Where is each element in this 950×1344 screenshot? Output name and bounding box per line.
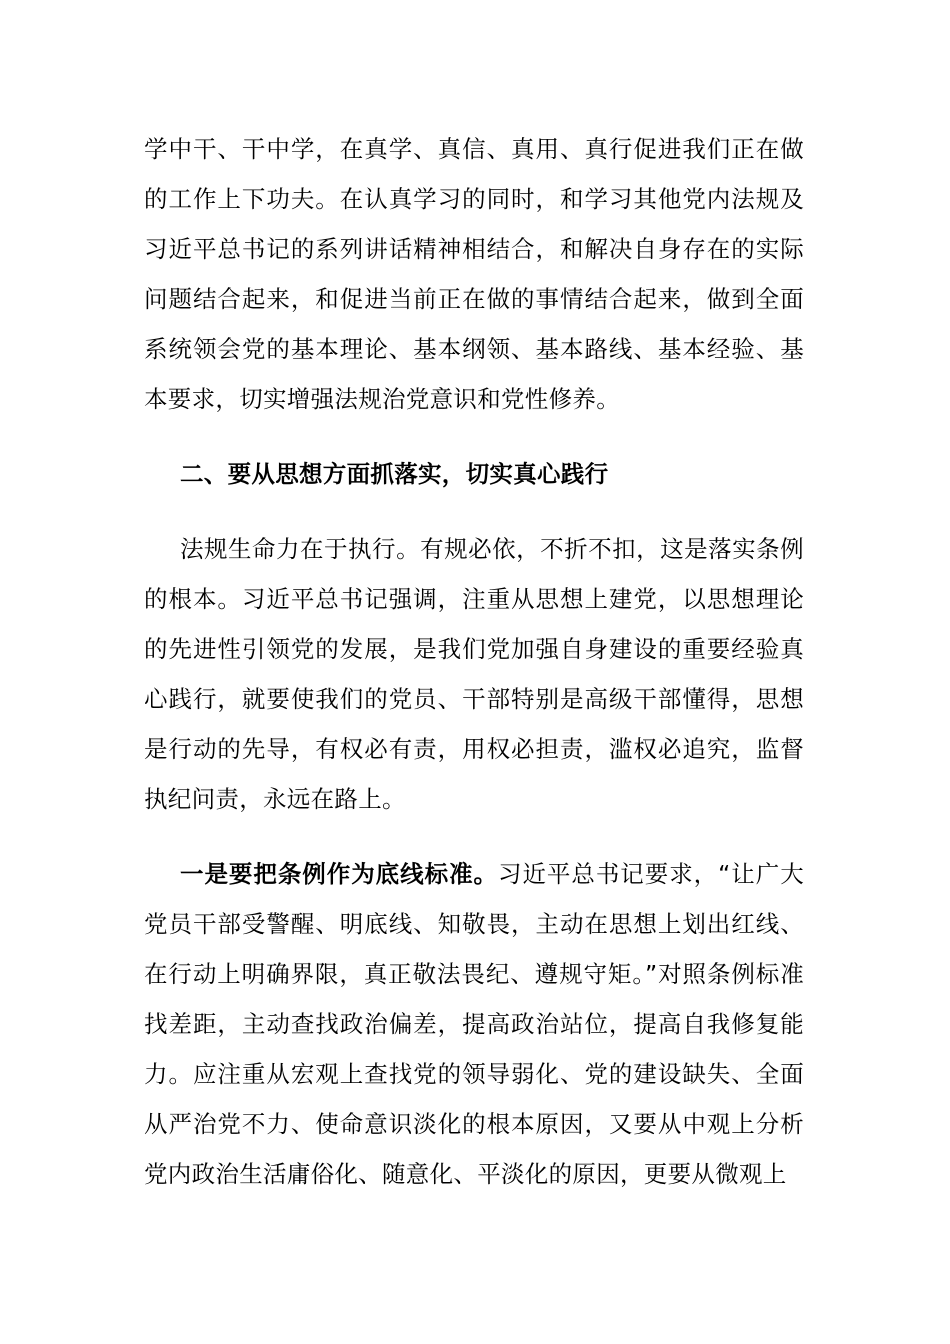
paragraph-3 xyxy=(144,849,804,1199)
paragraph-2: 法规生命力在于执行。有规必依，不折不扣，这是落实条例的根本。习近平总书记强调，注重从思想上建党，以思想理论的先进性引领党的发展，是我们党加强自身建设的重要经验真心践行，就要使我们的党员、干部特别是高级干部懂得，思想是行动的先导，有权必有责，用权必担责，滥权必追究，监督执纪问责，永远在路上。 xyxy=(144,535,804,813)
paragraph-3-body: 习近平总书记要求，“让广大党员干部受警醒、明底线、知敬畏，主动在思想上划出红线、在行动上明确界限，真正敬法畏纪、遵规守矩。”对照条例标准找差距，主动查找政治偏差，提高政治站位，提高自我修复能力。应注重从宏观上查找党的领导弱化、党的建设缺失、全面从严治党不力、使命意识淡化的根本原因，又要从中观上分析党内政治生活庸俗化、随意化、平淡化的原因，更要从微观上 xyxy=(144,860,805,1188)
paragraph-3-lead: 一是要把条例作为底线标准。 xyxy=(180,860,498,888)
paragraph-1: 学中干、干中学，在真学、真信、真用、真行促进我们正在做的工作上下功夫。在认真学习的同时，和学习其他党内法规及习近平总书记的系列讲话精神相结合，和解决自身存在的实际问题结合起来，和促进当前正在做的事情结合起来，做到全面系统领会党的基本理论、基本纲领、基本路线、基本经验、基本要求，切实增强法规治党意识和党性修养。 xyxy=(144,135,804,413)
section-heading-2: 二、要从思想方面抓落实，切实真心践行 xyxy=(180,460,609,488)
document-body xyxy=(144,124,804,1199)
